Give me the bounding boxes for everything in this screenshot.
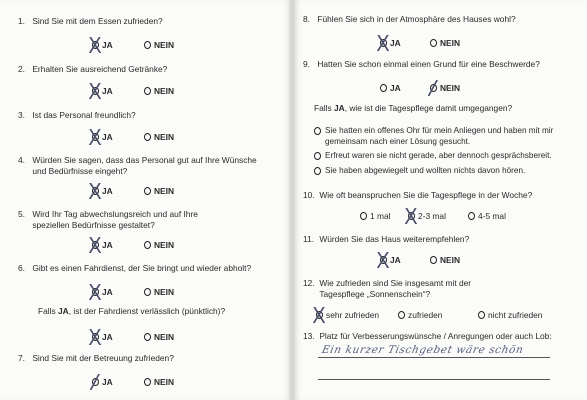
option-label: NEIN <box>154 186 175 196</box>
option-label: JA <box>102 40 113 50</box>
q10-option-3[interactable] <box>468 211 506 221</box>
circle-icon[interactable] <box>314 167 321 175</box>
answer-line-2 <box>318 379 550 380</box>
q12-option-3[interactable] <box>478 310 542 320</box>
option-label: zufrieden <box>408 310 443 320</box>
option-label: NEIN <box>154 287 175 297</box>
choice-label: Sie haben abgewiegelt und wollten nichts davon hören. <box>325 166 526 175</box>
option-label: NEIN <box>440 255 461 265</box>
q10-option-1[interactable] <box>360 211 390 221</box>
complaint-choice-1[interactable] <box>314 126 564 147</box>
q2-no-option[interactable] <box>144 86 174 96</box>
choice-label: Sie hatten ein offenes Ohr für mein Anliegen und haben mit mir gemeinsam nach einer Lösung gesucht. <box>325 126 554 146</box>
option-label: JA <box>102 377 113 387</box>
checked-circle-icon[interactable] <box>92 87 99 95</box>
followup-text: Falls <box>314 103 335 113</box>
question-text: Fühlen Sie sich in der Atmosphäre des Hauses wohl? <box>317 14 516 24</box>
circle-icon[interactable] <box>468 212 475 220</box>
q6-yes-option[interactable] <box>92 287 113 297</box>
question-4 <box>18 155 264 177</box>
question-number: 4. <box>18 155 25 165</box>
checked-circle-icon[interactable] <box>380 256 387 264</box>
option-label: nicht zufrieden <box>488 310 543 320</box>
option-label: JA <box>102 132 113 142</box>
option-label: JA <box>102 186 113 196</box>
option-label: NEIN <box>154 86 175 96</box>
option-label: NEIN <box>154 377 175 387</box>
question-number: 9. <box>303 59 310 69</box>
question-number: 7. <box>18 353 25 363</box>
circle-icon[interactable] <box>430 256 437 264</box>
q6b-yes-option[interactable] <box>92 332 113 342</box>
option-label: NEIN <box>154 132 175 142</box>
circle-icon[interactable] <box>478 311 485 319</box>
circle-icon[interactable] <box>380 84 387 92</box>
circle-icon[interactable] <box>144 378 151 386</box>
checked-circle-icon[interactable] <box>92 378 99 386</box>
q8-no-option[interactable] <box>430 38 460 48</box>
option-label: JA <box>390 255 401 265</box>
question-6 <box>18 263 251 274</box>
q10-option-2[interactable] <box>408 211 446 221</box>
question-text: Gibt es einen Fahrdienst, der Sie bringt und wieder abholt? <box>32 263 252 273</box>
question-text: Würden Sie sagen, dass das Personal gut auf Ihre Wünsche und Bedürfnisse eingeht? <box>32 155 257 176</box>
question-1 <box>18 16 163 27</box>
checked-circle-icon[interactable] <box>92 187 99 195</box>
option-label: JA <box>102 332 113 342</box>
option-label: NEIN <box>154 332 175 342</box>
option-label: JA <box>390 38 401 48</box>
answer-line-1 <box>318 357 550 358</box>
complaint-choice-2[interactable] <box>314 151 564 162</box>
q5-yes-option[interactable] <box>92 240 113 250</box>
question-5 <box>18 209 232 231</box>
circle-icon[interactable] <box>144 288 151 296</box>
circle-icon[interactable] <box>314 152 321 160</box>
option-label: JA <box>102 240 113 250</box>
checked-circle-icon[interactable] <box>316 311 323 319</box>
q4-yes-option[interactable] <box>92 186 113 196</box>
question-8 <box>303 14 516 25</box>
q7-yes-option[interactable] <box>92 377 113 387</box>
choice-label: Erfreut waren sie nicht gerade, aber dennoch gesprächsbereit. <box>325 151 552 160</box>
question-number: 8. <box>303 14 310 24</box>
question-2 <box>18 64 167 75</box>
q3-no-option[interactable] <box>144 132 174 142</box>
option-label: 2-3 mal <box>418 211 446 221</box>
q12-option-1[interactable] <box>316 310 379 320</box>
circle-icon[interactable] <box>144 187 151 195</box>
question-text: Wird Ihr Tag abwechslungsreich und auf Ihre speziellen Bedürfnisse gestaltet? <box>32 209 198 230</box>
question-text: Wie zufrieden sind Sie insgesamt mit der Tagespflege „Sonnenschein“? <box>319 278 472 299</box>
question-text: Sind Sie mit dem Essen zufrieden? <box>32 16 163 26</box>
question-text: Hatten Sie schon einmal einen Grund für eine Beschwerde? <box>317 59 540 69</box>
option-label: 4-5 mal <box>478 211 506 221</box>
checked-circle-icon[interactable] <box>92 288 99 296</box>
option-label: sehr zufrieden <box>326 310 380 320</box>
checked-circle-icon[interactable] <box>92 241 99 249</box>
followup-bold: JA <box>334 103 345 113</box>
checked-circle-icon[interactable] <box>408 212 415 220</box>
question-3 <box>18 110 136 121</box>
option-label: NEIN <box>440 83 461 93</box>
option-label: NEIN <box>440 38 461 48</box>
question-number: 13. <box>303 331 315 341</box>
question-number: 1. <box>18 16 25 26</box>
question-10 <box>303 190 532 201</box>
option-label: NEIN <box>154 240 175 250</box>
checked-circle-icon[interactable] <box>92 333 99 341</box>
handwritten-answer[interactable]: Ein kurzer Tischgebet wäre schön <box>320 344 525 356</box>
question-text: Ist das Personal freundlich? <box>32 110 136 120</box>
question-number: 11. <box>303 234 315 244</box>
checked-circle-icon[interactable] <box>430 84 437 92</box>
q8-yes-option[interactable] <box>380 38 401 48</box>
q4-no-option[interactable] <box>144 186 174 196</box>
q6-no-option[interactable] <box>144 287 174 297</box>
question-number: 2. <box>18 64 25 74</box>
question-7 <box>18 353 174 364</box>
question-11 <box>303 234 469 245</box>
q5-no-option[interactable] <box>144 240 174 250</box>
circle-icon[interactable] <box>144 41 151 49</box>
complaint-choice-3[interactable] <box>314 166 564 177</box>
question-text: Würden Sie das Haus weiterempfehlen? <box>319 234 470 244</box>
circle-icon[interactable] <box>144 133 151 141</box>
question-number: 12. <box>303 278 315 288</box>
q1-yes-option[interactable] <box>92 40 113 50</box>
followup-text: , ist der Fahrdienst verlässlich (pünktlich)? <box>68 306 226 316</box>
question-number: 5. <box>18 209 25 219</box>
q9-yes-option[interactable] <box>380 83 401 93</box>
q11-no-option[interactable] <box>430 255 460 265</box>
followup-text: Falls <box>38 306 59 316</box>
checked-circle-icon[interactable] <box>92 133 99 141</box>
q12-option-2[interactable] <box>398 310 442 320</box>
question-number: 3. <box>18 110 25 120</box>
circle-icon[interactable] <box>360 212 367 220</box>
q7-no-option[interactable] <box>144 377 174 387</box>
question-12 <box>303 278 489 300</box>
question-text: Erhalten Sie ausreichend Getränke? <box>32 64 168 74</box>
circle-icon[interactable] <box>144 87 151 95</box>
checked-circle-icon[interactable] <box>380 39 387 47</box>
followup-6 <box>38 306 225 317</box>
circle-icon[interactable] <box>314 127 321 135</box>
question-number: 6. <box>18 263 25 273</box>
circle-icon[interactable] <box>144 241 151 249</box>
followup-text: , wie ist die Tagespflege damit umgegangen? <box>344 103 513 113</box>
followup-bold: JA <box>58 306 69 316</box>
q9-no-option[interactable] <box>430 83 460 93</box>
circle-icon[interactable] <box>430 39 437 47</box>
option-label: JA <box>390 83 401 93</box>
option-label: JA <box>102 86 113 96</box>
question-text: Wie oft beanspruchen Sie die Tagespflege in der Woche? <box>319 190 533 200</box>
option-label: JA <box>102 287 113 297</box>
question-text: Platz für Verbesserungswünsche / Anregungen oder auch Lob: <box>319 331 552 341</box>
q11-yes-option[interactable] <box>380 255 401 265</box>
q3-yes-option[interactable] <box>92 132 113 142</box>
option-label: 1 mal <box>370 211 391 221</box>
question-13 <box>303 331 552 342</box>
circle-icon[interactable] <box>144 333 151 341</box>
question-text: Sind Sie mit der Betreuung zufrieden? <box>32 353 174 363</box>
option-label: NEIN <box>154 40 175 50</box>
q6b-no-option[interactable] <box>144 332 174 342</box>
question-number: 10. <box>303 190 315 200</box>
followup-9 <box>314 103 512 114</box>
checked-circle-icon[interactable] <box>92 41 99 49</box>
q1-no-option[interactable] <box>144 40 174 50</box>
circle-icon[interactable] <box>398 311 405 319</box>
q2-yes-option[interactable] <box>92 86 113 96</box>
question-9 <box>303 59 540 70</box>
